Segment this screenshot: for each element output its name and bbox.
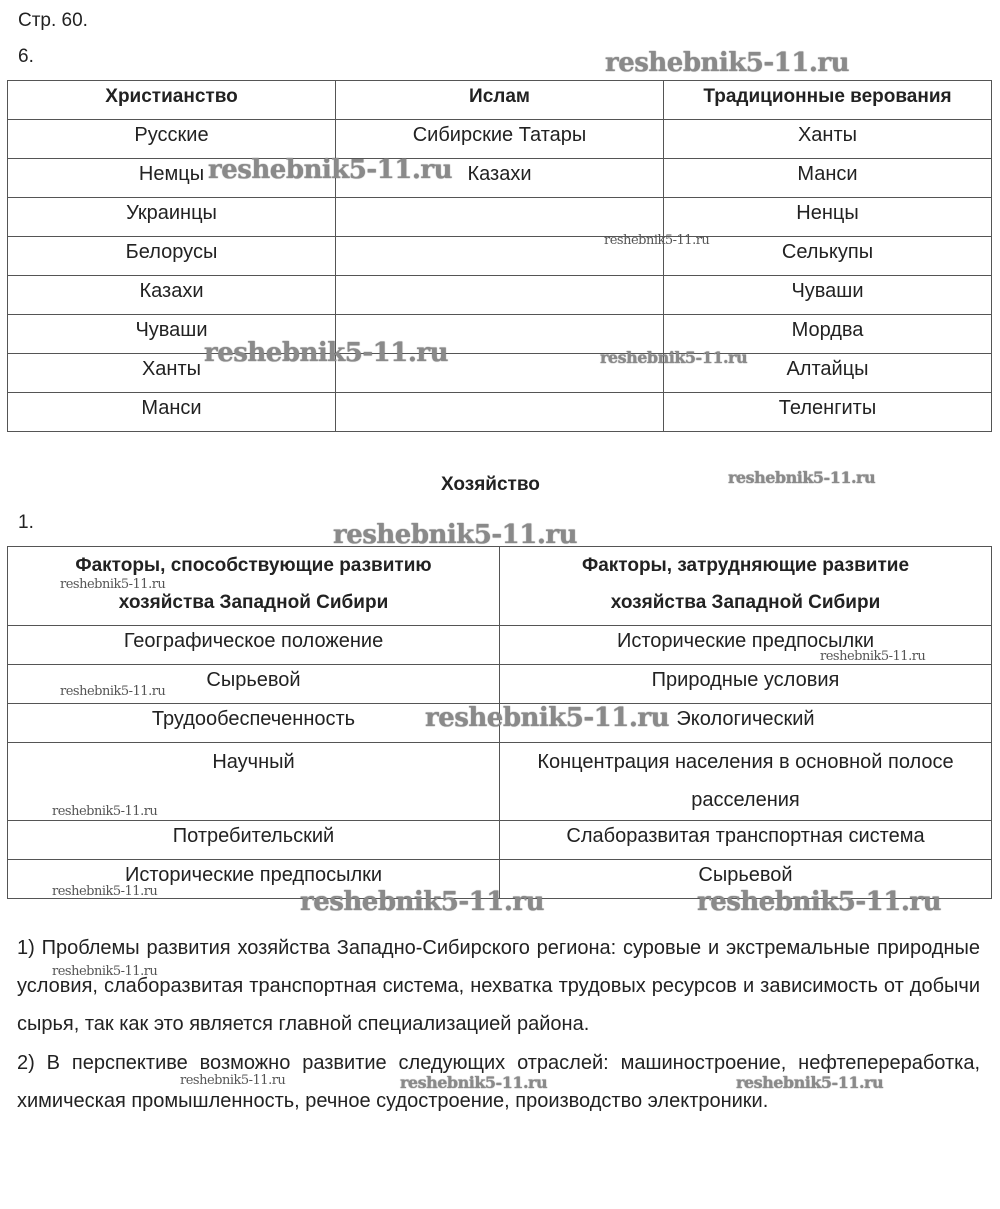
table-cell	[8, 743, 500, 821]
table-row	[8, 354, 992, 393]
table-cell	[8, 821, 500, 860]
cell-line: Сырьевой	[698, 864, 793, 886]
section-title: Хозяйство	[441, 474, 540, 495]
table-cell	[8, 704, 500, 743]
cell-line: Сырьевой	[206, 669, 301, 691]
table-cell: Манси	[8, 393, 336, 432]
header-hindering-factors	[500, 547, 992, 626]
cell-line: Исторические предпосылки	[616, 630, 875, 652]
table-cell: Сибирские Татары	[336, 120, 664, 159]
watermark: reshebnik5-11.ru	[728, 468, 876, 487]
table-cell: Мордва	[664, 315, 992, 354]
table-row	[8, 159, 992, 198]
header-line: Факторы, способствующие развитию	[75, 555, 432, 576]
table-cell: Теленгиты	[664, 393, 992, 432]
watermark: reshebnik5-11.ru	[180, 1073, 286, 1088]
table-row	[8, 198, 992, 237]
table-cell	[500, 704, 992, 743]
task-1-number: 1.	[18, 512, 34, 533]
table-cell	[336, 198, 664, 237]
table-cell: Казахи	[8, 276, 336, 315]
table-cell	[500, 821, 992, 860]
watermark: reshebnik5-11.ru	[208, 155, 453, 185]
table-cell: Чуваши	[664, 276, 992, 315]
table-row	[8, 821, 992, 860]
watermark: reshebnik5-11.ru	[600, 348, 748, 367]
table-cell: Немцы	[8, 159, 336, 198]
economy-factors-table	[7, 546, 992, 899]
table-row	[8, 743, 992, 821]
cell-line: расселения	[691, 789, 800, 811]
table-cell: Селькупы	[664, 237, 992, 276]
watermark: reshebnik5-11.ru	[60, 684, 166, 699]
watermark: reshebnik5-11.ru	[204, 338, 449, 368]
table-header-row	[8, 547, 992, 626]
header-line: Факторы, затрудняющие развитие	[581, 555, 910, 576]
watermark: reshebnik5-11.ru	[400, 1073, 548, 1092]
table-cell	[336, 393, 664, 432]
watermark: reshebnik5-11.ru	[820, 649, 926, 664]
table-cell: Манси	[664, 159, 992, 198]
table-cell	[336, 237, 664, 276]
watermark: reshebnik5-11.ru	[52, 884, 158, 899]
table-cell: Украинцы	[8, 198, 336, 237]
header-favorable-factors	[8, 547, 500, 626]
header-line: хозяйства Западной Сибири	[118, 592, 389, 613]
table-cell	[336, 276, 664, 315]
table-row	[8, 237, 992, 276]
table-cell	[500, 860, 992, 899]
page-label: Стр. 60.	[18, 10, 88, 31]
cell-line: Научный	[212, 751, 295, 773]
watermark: reshebnik5-11.ru	[52, 964, 158, 979]
task-6-number: 6.	[18, 46, 34, 67]
table-row	[8, 393, 992, 432]
header-christianity: Христианство	[8, 81, 336, 120]
table-cell: Ненцы	[664, 198, 992, 237]
table-cell: Белорусы	[8, 237, 336, 276]
table-row	[8, 315, 992, 354]
answer-2: 2) В перспективе возможно развитие следующих отраслей: машиностроение, нефтепереработка, химическая промышленность, речное судостроение, производство электроники.	[17, 1052, 980, 1112]
header-line: хозяйства Западной Сибири	[610, 592, 881, 613]
table-cell	[500, 626, 992, 665]
cell-line: Трудообеспеченность	[151, 708, 356, 730]
table-cell: Алтайцы	[664, 354, 992, 393]
answer-1: 1) Проблемы развития хозяйства Западно-Сибирского региона: суровые и экстремальные природные условия, слаборазвитая транспортная система, нехватка трудовых ресурсов и зависимость от добычи сырья, так как это является главной специализацией района.	[17, 937, 980, 1035]
table-row	[8, 276, 992, 315]
cell-line: Географическое положение	[123, 630, 384, 652]
table-header-row	[8, 81, 992, 120]
religion-table	[7, 80, 992, 432]
watermark: reshebnik5-11.ru	[425, 703, 670, 733]
table-cell: Казахи	[336, 159, 664, 198]
cell-line: Экологический	[676, 708, 815, 730]
table-row	[8, 704, 992, 743]
table-cell	[500, 665, 992, 704]
cell-line: Природные условия	[651, 669, 840, 691]
watermark: reshebnik5-11.ru	[605, 48, 850, 78]
table-cell: Ханты	[8, 354, 336, 393]
table-row	[8, 626, 992, 665]
watermark: reshebnik5-11.ru	[333, 520, 578, 550]
table-cell	[336, 315, 664, 354]
table-cell: Русские	[8, 120, 336, 159]
cell-line: Концентрация населения в основной полосе	[537, 751, 954, 773]
table-cell	[500, 743, 992, 821]
cell-line: Потребительский	[172, 825, 335, 847]
table-cell	[8, 665, 500, 704]
watermark: reshebnik5-11.ru	[697, 887, 942, 917]
header-islam: Ислам	[336, 81, 664, 120]
header-traditional-beliefs: Традиционные верования	[664, 81, 992, 120]
watermark: reshebnik5-11.ru	[736, 1073, 884, 1092]
watermark: reshebnik5-11.ru	[604, 233, 710, 248]
table-row	[8, 120, 992, 159]
table-cell	[8, 860, 500, 899]
table-cell	[8, 626, 500, 665]
table-row	[8, 665, 992, 704]
watermark: reshebnik5-11.ru	[52, 804, 158, 819]
cell-line: Исторические предпосылки	[124, 864, 383, 886]
table-cell	[336, 354, 664, 393]
table-cell: Чуваши	[8, 315, 336, 354]
watermark: reshebnik5-11.ru	[60, 577, 166, 592]
table-row	[8, 860, 992, 899]
table-cell: Ханты	[664, 120, 992, 159]
cell-line: Слаборазвитая транспортная система	[566, 825, 925, 847]
watermark: reshebnik5-11.ru	[300, 887, 545, 917]
